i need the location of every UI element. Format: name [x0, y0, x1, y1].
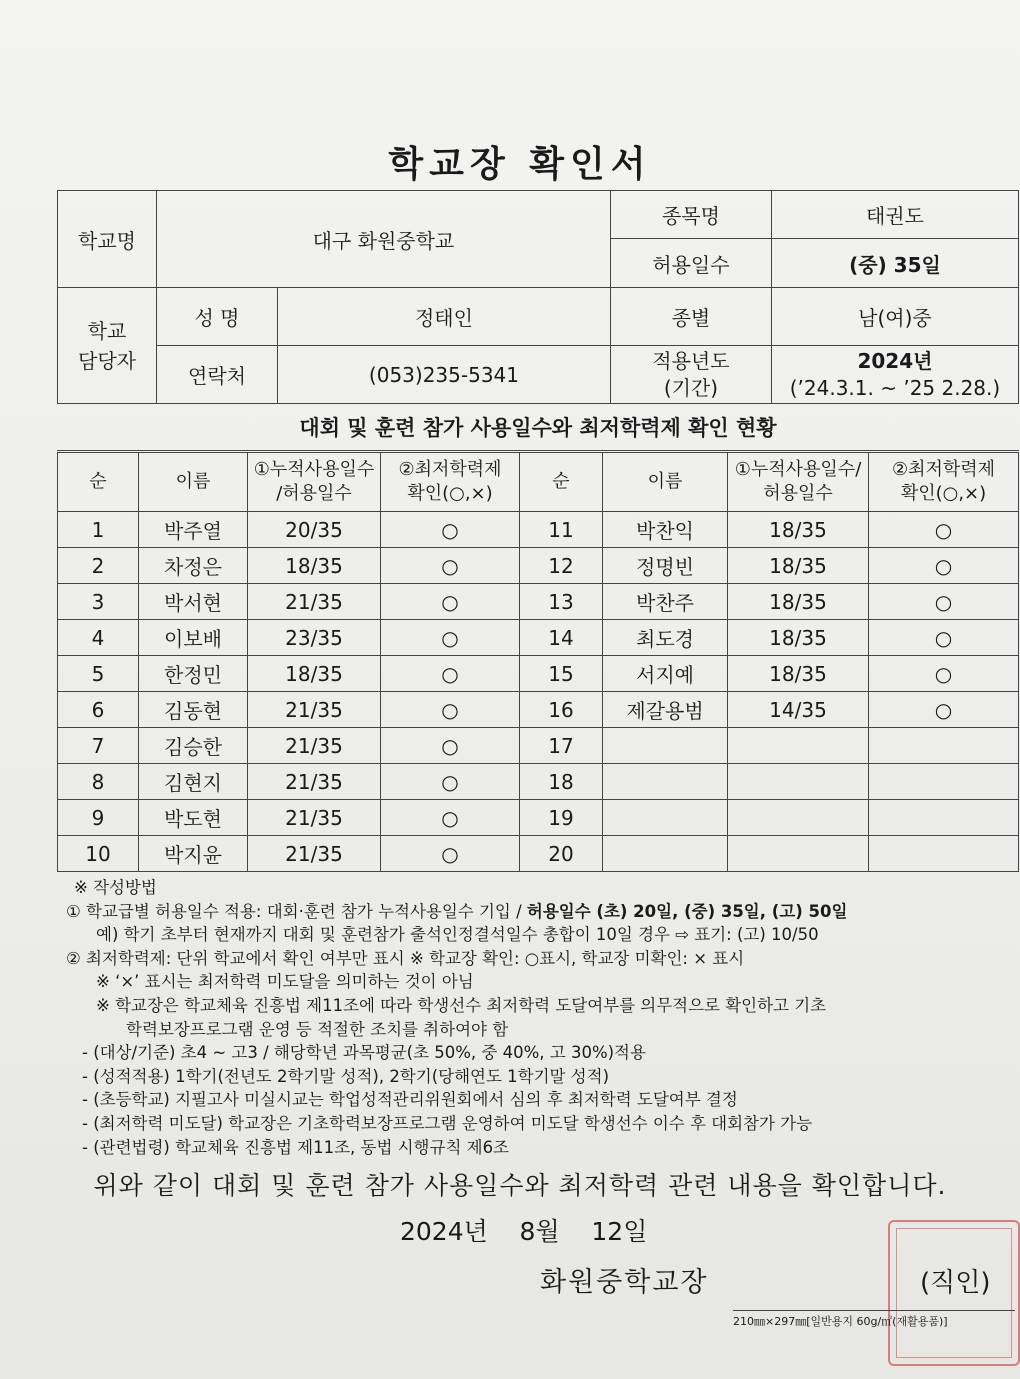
table-row: [58, 584, 1019, 620]
row-days-left: 18/35: [248, 548, 381, 584]
row-no-left: 4: [58, 620, 139, 656]
row-check-left: ○: [381, 656, 520, 692]
document-title: 학교장 확인서: [388, 144, 652, 185]
row-name-left: 김동현: [139, 692, 248, 728]
period-label: 적용년도 (기간): [610, 346, 771, 404]
table-row: [58, 764, 1019, 800]
table-row: [58, 836, 1019, 872]
row-name-right: [603, 728, 728, 764]
row-no-right: 20: [520, 836, 603, 872]
row-check-left: ○: [381, 512, 520, 548]
note-2: ② 최저학력제: 단위 학교에서 확인 여부만 표시 ※ 학교장 확인: ○표시, 학교장 미확인: × 표시: [66, 948, 745, 968]
col-days-right: ①누적사용일수/ 허용일수: [728, 453, 869, 512]
table-row: [58, 800, 1019, 836]
row-no-right: 14: [520, 620, 603, 656]
row-check-right: ○: [869, 584, 1019, 620]
row-no-right: 18: [520, 764, 603, 800]
row-name-left: 박주열: [139, 512, 248, 548]
period-cell: [771, 346, 1018, 404]
row-no-right: 16: [520, 692, 603, 728]
name-value: 정태인: [278, 288, 611, 346]
row-no-right: 11: [520, 512, 603, 548]
row-no-right: 15: [520, 656, 603, 692]
row-days-right: 18/35: [728, 548, 869, 584]
row-days-right: 14/35: [728, 692, 869, 728]
note-1-example: 예) 학기 초부터 현재까지 대회 및 훈련참가 출석인정결석일수 총합이 10일 경우 ⇨ 표기: (고) 10/50: [96, 925, 819, 945]
principal-title: 화원중학교장: [540, 1267, 709, 1298]
note-1: [66, 900, 1016, 924]
row-name-left: 이보배: [139, 620, 248, 656]
row-no-right: 19: [520, 800, 603, 836]
row-check-right: ○: [869, 548, 1019, 584]
row-name-right: 박찬익: [603, 512, 728, 548]
row-check-right: [869, 836, 1019, 872]
row-name-left: 한정민: [139, 656, 248, 692]
row-name-left: 차정은: [139, 548, 248, 584]
row-no-left: 1: [58, 512, 139, 548]
row-days-left: 21/35: [248, 692, 381, 728]
seal-label: (직인): [920, 1268, 991, 1298]
col-no: 순: [58, 453, 139, 512]
col-check-right: ②최저학력제 확인(○,×): [869, 453, 1019, 512]
note-2-sub1: ※ ‘×’ 표시는 최저학력 미도달을 의미하는 것이 아님: [96, 972, 474, 992]
row-days-right: [728, 764, 869, 800]
period-range: (’24.3.1. ~ ’25 2.28.): [789, 375, 1001, 400]
row-check-left: ○: [381, 764, 520, 800]
col-name: 이름: [139, 453, 248, 512]
contact-value: (053)235-5341: [278, 346, 611, 404]
row-check-left: ○: [381, 836, 520, 872]
school-info-table: [57, 190, 1019, 404]
confirmation-text: 위와 같이 대회 및 훈련 참가 사용일수와 최저학력 관련 내용을 확인합니다.: [93, 1171, 947, 1200]
row-no-right: 12: [520, 548, 603, 584]
col-name-right: 이름: [603, 453, 728, 512]
row-days-left: 21/35: [248, 584, 381, 620]
kind-value: 남(여)중: [771, 288, 1018, 346]
table-row: [58, 512, 1019, 548]
section-title: 대회 및 훈련 참가 사용일수와 최저학력제 확인 현황: [57, 406, 1019, 451]
row-no-left: 8: [58, 764, 139, 800]
note-2-sub2a: ※ 학교장은 학교체육 진흥법 제11조에 따라 학생선수 최저학력 도달여부를 의무적으로 확인하고 기초: [96, 995, 827, 1015]
school-name: 대구 화원중학교: [157, 191, 611, 288]
period-year: 2024년: [857, 348, 933, 373]
row-check-left: ○: [381, 548, 520, 584]
row-name-right: 서지예: [603, 656, 728, 692]
issue-date: 2024년 8월 12일: [400, 1217, 648, 1246]
row-check-left: ○: [381, 800, 520, 836]
notes-section: [66, 876, 1016, 1159]
row-days-right: 18/35: [728, 584, 869, 620]
row-days-left: 20/35: [248, 512, 381, 548]
row-no-left: 9: [58, 800, 139, 836]
row-days-left: 18/35: [248, 656, 381, 692]
row-name-left: 박지윤: [139, 836, 248, 872]
row-no-left: 5: [58, 656, 139, 692]
row-check-right: ○: [869, 656, 1019, 692]
note-bullet-1: - (대상/기준) 초4 ~ 고3 / 해당학년 과목평균(초 50%, 중 40%, 고 30%)적용: [82, 1043, 646, 1063]
row-name-right: [603, 836, 728, 872]
school-label: 학교명: [58, 191, 157, 288]
row-name-left: 박서현: [139, 584, 248, 620]
contact-label: 연락처: [157, 346, 278, 404]
note-1-text: ① 학교급별 허용일수 적용: 대회·훈련 참가 누적사용일수 기입 /: [66, 901, 527, 921]
row-name-right: 정명빈: [603, 548, 728, 584]
row-check-right: ○: [869, 512, 1019, 548]
row-check-left: ○: [381, 584, 520, 620]
allowed-days-value: (중) 35일: [771, 239, 1018, 288]
sport-label: 종목명: [610, 191, 771, 239]
row-days-right: [728, 800, 869, 836]
row-name-right: 제갈용범: [603, 692, 728, 728]
row-days-left: 21/35: [248, 800, 381, 836]
student-table: [57, 452, 1019, 872]
row-check-right: [869, 728, 1019, 764]
row-check-right: [869, 800, 1019, 836]
sport-value: 태권도: [771, 191, 1018, 239]
row-days-right: 18/35: [728, 512, 869, 548]
table-row: [58, 620, 1019, 656]
row-name-left: 김현지: [139, 764, 248, 800]
row-days-right: 18/35: [728, 656, 869, 692]
row-no-left: 10: [58, 836, 139, 872]
table-row: [58, 692, 1019, 728]
row-name-left: 김승한: [139, 728, 248, 764]
row-no-left: 2: [58, 548, 139, 584]
row-name-right: 최도경: [603, 620, 728, 656]
row-name-right: 박찬주: [603, 584, 728, 620]
row-name-right: [603, 764, 728, 800]
student-rows: [58, 512, 1019, 872]
row-check-left: ○: [381, 728, 520, 764]
notes-heading: ※ 작성방법: [74, 878, 157, 897]
row-days-right: [728, 836, 869, 872]
col-check: ②최저학력제 확인(○,×): [381, 453, 520, 512]
staff-label: 학교 담당자: [58, 288, 157, 404]
note-bullet-3: - (초등학교) 지필고사 미실시교는 학업성적관리위원회에서 심의 후 최저학력 도달여부 결정: [82, 1090, 738, 1110]
allowed-days-label: 허용일수: [610, 239, 771, 288]
row-check-right: ○: [869, 620, 1019, 656]
col-no-right: 순: [520, 453, 603, 512]
table-row: [58, 656, 1019, 692]
row-no-right: 17: [520, 728, 603, 764]
row-no-right: 13: [520, 584, 603, 620]
name-label: 성 명: [157, 288, 278, 346]
row-check-left: ○: [381, 692, 520, 728]
kind-label: 종별: [610, 288, 771, 346]
row-check-right: [869, 764, 1019, 800]
paper-spec: 210㎜×297㎜[일반용지 60g/㎡(재활용품)]: [733, 1310, 1015, 1329]
student-table-header: [58, 453, 1019, 512]
row-no-left: 7: [58, 728, 139, 764]
row-no-left: 6: [58, 692, 139, 728]
row-name-right: [603, 800, 728, 836]
row-days-left: 21/35: [248, 836, 381, 872]
row-days-right: 18/35: [728, 620, 869, 656]
note-2-sub2b: 학력보장프로그램 운영 등 적절한 조치를 취하여야 함: [126, 1019, 509, 1039]
row-name-left: 박도현: [139, 800, 248, 836]
table-row: [58, 728, 1019, 764]
note-bullet-5: - (관련법령) 학교체육 진흥법 제11조, 동법 시행규칙 제6조: [82, 1137, 509, 1157]
note-1-bold: 허용일수 (초) 20일, (중) 35일, (고) 50일: [526, 901, 848, 921]
row-check-right: ○: [869, 692, 1019, 728]
row-days-left: 21/35: [248, 728, 381, 764]
col-days: ①누적사용일수 /허용일수: [248, 453, 381, 512]
note-bullet-2: - (성적적용) 1학기(전년도 2학기말 성적), 2학기(당해연도 1학기말 성적): [82, 1066, 610, 1086]
table-row: [58, 548, 1019, 584]
row-days-right: [728, 728, 869, 764]
row-days-left: 21/35: [248, 764, 381, 800]
row-no-left: 3: [58, 584, 139, 620]
note-bullet-4: - (최저학력 미도달) 학교장은 기초학력보장프로그램 운영하여 미도달 학생선수 이수 후 대회참가 가능: [82, 1113, 813, 1133]
row-days-left: 23/35: [248, 620, 381, 656]
row-check-left: ○: [381, 620, 520, 656]
